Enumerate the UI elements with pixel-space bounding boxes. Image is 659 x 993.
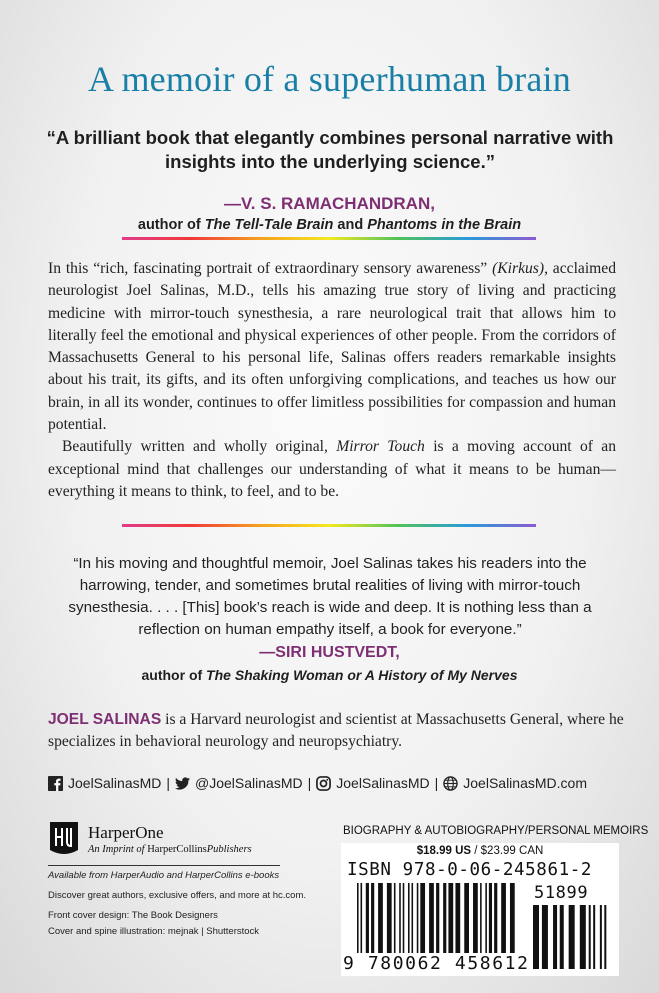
- imprint-prefix: An Imprint of: [88, 844, 148, 855]
- and-label: and: [333, 217, 368, 233]
- barcode-bar: [394, 883, 396, 953]
- barcode-bar: [436, 883, 439, 953]
- cover-design-credit: Front cover design: The Book Designers: [48, 910, 218, 921]
- desc-p1-start: In this “rich, fascinating portrait of extraordinary sensory awareness”: [48, 260, 493, 277]
- globe-icon: [443, 776, 458, 791]
- top-quote-author-works: [0, 217, 659, 233]
- desc-p2-rest: is a moving account of an exceptional mind that challenges our understanding of what it means to be human—everything it means to think, to feel, and to be.: [48, 438, 617, 500]
- bottom-quote-author-works: [0, 667, 659, 683]
- facebook-handle[interactable]: JoelSalinasMD: [68, 775, 162, 791]
- separator: |: [166, 775, 171, 791]
- barcode-bar: [533, 905, 539, 969]
- barcode-bar: [429, 883, 434, 953]
- instagram-icon: [316, 776, 331, 791]
- barcode-bar: [366, 883, 369, 953]
- availability-note: Available from HarperAudio and HarperCollins e-books: [48, 870, 280, 881]
- author-bio-text: is a Harvard neurologist and scientist at Massachusetts General, where he specializes in behavioral neurology and neuropsychiatry.: [48, 711, 624, 750]
- twitter-handle[interactable]: @JoelSalinasMD: [195, 775, 303, 791]
- book-description: [48, 258, 616, 503]
- kirkus-citation: (Kirkus): [492, 260, 545, 277]
- barcode-bar: [600, 905, 602, 969]
- barcode-bar: [604, 905, 606, 969]
- barcode-bar: [501, 883, 506, 953]
- barcode-bar: [399, 883, 401, 953]
- barcode-bar: [371, 883, 374, 953]
- barcode-bar: [420, 883, 425, 953]
- separator: |: [307, 775, 312, 791]
- barcode-bar: [361, 883, 363, 953]
- author-of-label-2: author of: [141, 667, 207, 683]
- price-us: $18.99 US: [416, 845, 472, 857]
- headline: A memoir of a superhuman brain: [88, 59, 571, 99]
- description-paragraph-2: [48, 436, 616, 503]
- publisher-imprint: [88, 844, 252, 855]
- barcode-bar: [480, 883, 482, 953]
- separator: |: [434, 775, 439, 791]
- website-link[interactable]: JoelSalinasMD.com: [463, 775, 587, 791]
- barcode-bar: [560, 905, 564, 969]
- desc-p2-start: Beautifully written and wholly original,: [62, 438, 337, 456]
- book-title-3: The Shaking Woman or A History of My Nerves: [206, 667, 518, 683]
- rainbow-divider-top: [122, 237, 536, 240]
- barcode-bar: [408, 883, 410, 953]
- barcode-bar: [510, 883, 515, 953]
- social-links: [48, 775, 648, 791]
- imprint-suffix: Publishers: [206, 844, 252, 855]
- description-paragraph-1: [48, 258, 616, 436]
- author-bio: [48, 709, 628, 753]
- book-title-inline: Mirror Touch: [336, 438, 425, 456]
- barcode-bar: [553, 905, 557, 969]
- barcode-bar: [387, 883, 392, 953]
- desc-p1-rest: , acclaimed neurologist Joel Salinas, M.D., tells his amazing true story of living and practicing medicine with mirror-touch synesthesia, a rare neurological trait that allows him to literally feel the emotional and physical experiences of other people. From the corridors of Massachusetts General to his personal life, Salinas offers readers remarkable insights about his trait, its gifts, and its often unforgiving complications, and teaches us how our brain, in all its wonder, continues to offer limitless possibilities for compassion and human potential.: [48, 260, 616, 434]
- top-quote: “A brilliant book that elegantly combines personal narrative with insights into the underlying science.”: [46, 127, 614, 172]
- instagram-handle[interactable]: JoelSalinasMD: [336, 775, 430, 791]
- barcode-bar: [443, 883, 446, 953]
- book-category: BIOGRAPHY & AUTOBIOGRAPHY/PERSONAL MEMOIRS: [343, 825, 649, 837]
- facebook-icon: [48, 776, 63, 791]
- addon-barcode: [533, 905, 611, 969]
- publisher-name: HarperOne: [88, 823, 164, 842]
- author-of-label: author of: [137, 217, 205, 233]
- barcode-bar: [412, 883, 414, 953]
- publisher-divider: [48, 865, 280, 866]
- barcode-bar: [489, 883, 492, 953]
- barcode-bar: [542, 905, 548, 969]
- top-quote-attribution: —V. S. RAMACHANDRAN,: [224, 194, 435, 213]
- barcode-bar: [455, 883, 460, 953]
- barcode-bar: [569, 905, 575, 969]
- barcode-bar: [589, 905, 591, 969]
- imprint-parent: HarperCollins: [147, 844, 207, 855]
- barcode-bar: [378, 883, 383, 953]
- discover-note: Discover great authors, exclusive offers, and more at hc.com.: [48, 890, 307, 901]
- addon-number: 51899: [534, 883, 589, 903]
- ean-digits: 9 780062 458612: [343, 953, 530, 974]
- barcode-bar: [494, 883, 497, 953]
- author-name: JOEL SALINAS: [48, 711, 162, 728]
- bottom-quote: “In his moving and thoughtful memoir, Joel Salinas takes his readers into the harrowing, tender, and sometimes brutal realities of living with mirror-touch synesthesia. . . . [This] book’s reach is wide and deep. It is nothing less than a reflection on human empathy itself, a book for everyone.”: [68, 555, 592, 638]
- barcode-bar: [403, 883, 405, 953]
- barcode-bar: [485, 883, 487, 953]
- bottom-quote-attribution: —SIRI HUSTVEDT,: [259, 644, 400, 661]
- rainbow-divider-bottom: [122, 524, 536, 527]
- barcode-bar: [417, 883, 419, 953]
- barcode-bar: [357, 883, 359, 953]
- isbn-text: ISBN 978-0-06-245861-2: [347, 860, 592, 880]
- book-title-1: The Tell-Tale Brain: [204, 217, 334, 233]
- illustration-credit: Cover and spine illustration: mejnak | Shutterstock: [48, 926, 260, 937]
- book-title-2: Phantoms in the Brain: [367, 217, 522, 233]
- ean-barcode: [357, 883, 517, 953]
- twitter-icon: [175, 776, 190, 791]
- price-can: / $23.99 CAN: [471, 845, 544, 857]
- barcode-bar: [464, 883, 469, 953]
- barcode-bar: [473, 883, 478, 953]
- barcode-bar: [593, 905, 595, 969]
- barcode-bar: [580, 905, 586, 969]
- price-label: [341, 845, 619, 857]
- barcode-bar: [448, 883, 453, 953]
- harperone-logo-icon: [48, 820, 80, 858]
- barcode-panel: [341, 843, 619, 976]
